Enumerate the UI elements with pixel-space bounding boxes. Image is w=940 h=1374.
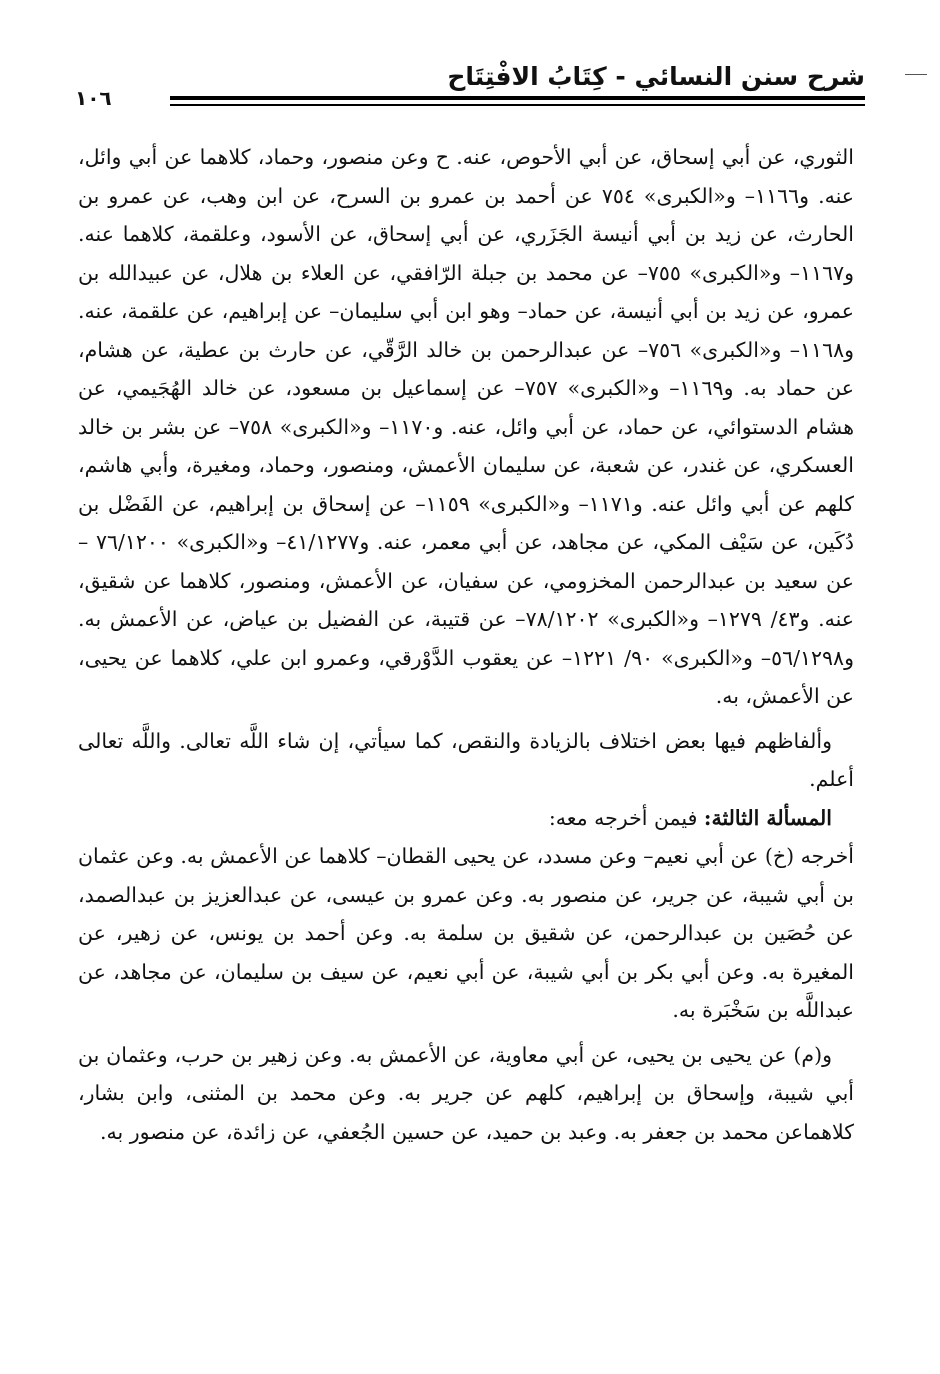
- header-rule-thick: [170, 96, 865, 100]
- main-text: [78, 138, 854, 1151]
- section-heading-line: [78, 799, 854, 838]
- paragraph-citations: الثوري، عن أبي إسحاق، عن أبي الأحوص، عنه. ح وعن منصور، وحماد، كلاهما عن أبي وائل، عنه. و١١٦٦– و«الكبرى» ٧٥٤ عن أحمد بن عمرو بن السرح، عن ابن وهب، عن عمرو بن الحارث، عن زيد بن أبي أنيسة الجَزَري، عن أبي إسحاق، عن الأسود، وعلقمة، كلاهما عنه. و١١٦٧– و«الكبرى» ٧٥٥– عن محمد بن جبلة الرّافقي، عن العلاء بن هلال، عن عبيدالله بن عمرو، عن زيد بن أبي أنيسة، عن حماد– وهو ابن أبي سليمان– عن إبراهيم، عن علقمة، عنه. و١١٦٨– و«الكبرى» ٧٥٦– عن عبدالرحمن بن خالد الرَّقّي، عن حارث بن عطية، عن هشام، عن حماد به. و١١٦٩– و«الكبرى» ٧٥٧– عن إسماعيل بن مسعود، عن خالد الهُجَيمي، عن هشام الدستوائي، عن حماد، عن أبي وائل، عنه. و١١٧٠– و«الكبرى» ٧٥٨– عن بشر بن خالد العسكري، عن غندر، عن شعبة، عن سليمان الأعمش، ومنصور، وحماد، ومغيرة، وأبي هاشم، كلهم عن أبي وائل عنه. و١١٧١– و«الكبرى» ١١٥٩– عن إسحاق بن إبراهيم، عن الفَضْل بن دُكَين، عن سَيْف المكي، عن مجاهد، عن أبي معمر، عنه. و٤١/١٢٧٧– و«الكبرى» ٧٦/١٢٠٠ – عن سعيد بن عبدالرحمن المخزومي، عن سفيان، عن الأعمش، ومنصور، كلاهما عن شقيق، عنه. و٤٣/ ١٢٧٩– و«الكبرى» ٧٨/١٢٠٢– عن قتيبة، عن الفضيل بن عياض، عن الأعمش به. و٥٦/١٢٩٨– و«الكبرى» ٩٠/ ١٢٢١– عن يعقوب الدَّوْرقي، وعمرو ابن علي، كلاهما عن يحيى، عن الأعمش، به.: [78, 145, 855, 708]
- paragraph-note: وألفاظهم فيها بعض اختلاف بالزيادة والنقص، كما سيأتي، إن شاء اللَّه تعالى. واللَّه تعالى أعلم.: [78, 728, 854, 791]
- section-heading-rest: فيمن أخرجه معه:: [548, 805, 704, 830]
- running-title: شرح سنن النسائي - كِتَابُ الافْتِتَاح: [447, 62, 865, 91]
- paragraph-muslim: و(م) عن يحيى بن يحيى، عن أبي معاوية، عن الأعمش به. وعن زهير بن حرب، وعثمان بن أبي شيبة، وإسحاق بن إبراهيم، كلهم عن جرير به. وعن محمد بن المثنى، وابن بشار، كلاهماعن محمد بن جعفر به. وعبد بن حميد، عن حسين الجُعفي، عن زائدة، عن منصور به.: [78, 1042, 854, 1144]
- page-header: [70, 62, 865, 120]
- page-number: ١٠٦: [75, 86, 112, 110]
- section-heading: المسألة الثالثة:: [703, 805, 832, 830]
- header-rule-thin: [170, 104, 865, 106]
- margin-mark: [905, 74, 927, 75]
- paragraph-bukhari: أخرجه (خ) عن أبي نعيم– وعن مسدد، عن يحيى القطان– كلاهما عن الأعمش به. وعن عثمان بن أبي شيبة، عن جرير، عن منصور به. وعن عمرو بن عيسى، عن عبدالعزيز بن عبدالصمد، عن حُصَين بن عبدالرحمن، عن شقيق بن سلمة به. وعن أحمد بن يونس، عن زهير، عن المغيرة به. وعن أبي بكر بن أبي شيبة، عن أبي نعيم، عن سيف بن سليمان، عن مجاهد، عن عبداللَّه بن سَخْبَرة به.: [78, 844, 854, 1022]
